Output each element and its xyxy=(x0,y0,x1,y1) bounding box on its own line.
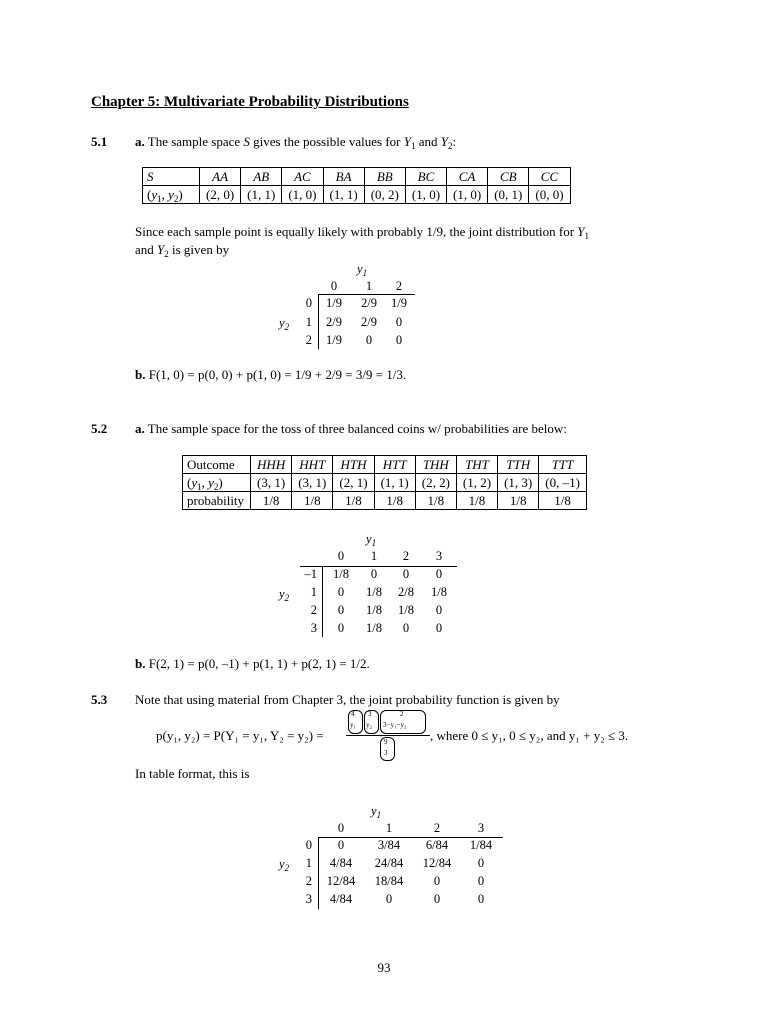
table-cell: 1/8 xyxy=(251,492,292,510)
table-cell: 1/8 xyxy=(292,492,333,510)
col-header: 2 xyxy=(433,821,441,835)
table-row xyxy=(143,186,571,204)
table-cell: (1, 0) xyxy=(405,186,446,204)
matrix-cell: 2/9 xyxy=(361,296,377,310)
matrix-cell: 2/9 xyxy=(361,315,377,329)
table-cell: THT xyxy=(456,456,497,474)
matrix-cell: 2/9 xyxy=(326,315,342,329)
col-header: 3 xyxy=(435,549,443,563)
row-header: 1 xyxy=(305,315,312,329)
problem-5-1-part-a-intro: a. The sample space S gives the possible values for $Y_1$ and $Y_2$: xyxy=(135,134,457,151)
matrix-cell: 1/84 xyxy=(469,838,493,852)
table-cell: 1/8 xyxy=(333,492,374,510)
matrix-cell: 24/84 xyxy=(374,856,404,870)
matrix-cell: 2/8 xyxy=(398,585,414,599)
matrix-cell: 1/9 xyxy=(326,296,342,310)
table-cell: (1, 2) xyxy=(456,474,497,492)
table-cell: (2, 1) xyxy=(333,474,374,492)
problem-number-5-3: 5.3 xyxy=(91,692,108,707)
matrix-cell: 0 xyxy=(477,874,485,888)
table-row xyxy=(143,168,571,186)
matrix-cell: 0 xyxy=(365,333,373,347)
y1-axis-label: $y_1$ xyxy=(366,532,377,548)
problem-5-2-part-a-intro: a. The sample space for the toss of three balanced coins w/ probabilities are below: xyxy=(135,421,567,436)
y1-axis-label: $y_1$ xyxy=(371,804,382,820)
table-cell: HTH xyxy=(333,456,374,474)
table-cell: probability xyxy=(183,492,251,510)
matrix-cell: 1/8 xyxy=(366,621,382,635)
col-header: 0 xyxy=(330,279,338,293)
row-header: 2 xyxy=(305,333,312,347)
table-cell: (1, 0) xyxy=(282,186,323,204)
sample-space-table-5-1 xyxy=(142,167,571,204)
matrix-cell: 1/9 xyxy=(391,296,407,310)
col-header: 1 xyxy=(385,821,393,835)
matrix-cell: 0 xyxy=(433,874,441,888)
table-cell: (0, 1) xyxy=(488,186,529,204)
table-cell: TTH xyxy=(498,456,539,474)
col-header: 1 xyxy=(370,549,378,563)
table-cell: (0, –1) xyxy=(539,474,587,492)
matrix-cell: 18/84 xyxy=(374,874,404,888)
table-cell: CA xyxy=(447,168,488,186)
y2-axis-label: $y_2$ xyxy=(279,587,290,603)
table-cell: Outcome xyxy=(183,456,251,474)
row-header: 3 xyxy=(310,621,317,635)
matrix-cell: 0 xyxy=(402,567,410,581)
page-number: 93 xyxy=(377,960,391,975)
table-cell: (0, 0) xyxy=(529,186,570,204)
row-header: 1 xyxy=(310,585,317,599)
table-cell: (1, 1) xyxy=(374,474,415,492)
table-cell: (2, 2) xyxy=(415,474,456,492)
matrix-cell: 0 xyxy=(370,567,378,581)
table-cell: BA xyxy=(323,168,364,186)
table-cell: S xyxy=(143,168,200,186)
matrix-cell: 0 xyxy=(477,892,485,906)
table-cell: (1, 1) xyxy=(241,186,282,204)
matrix-cell: 0 xyxy=(385,892,393,906)
paragraph-5-1-line-1: Since each sample point is equally likely with probably 1/9, the joint distribution for $Y_1$ xyxy=(135,224,590,241)
problem-number-5-1: 5.1 xyxy=(91,134,108,149)
table-cell: AB xyxy=(241,168,282,186)
matrix-cell: 0 xyxy=(433,892,441,906)
problem-5-3-intro: Note that using material from Chapter 3, the joint probability function is given by xyxy=(135,692,560,707)
matrix-cell: 0 xyxy=(395,333,403,347)
table-cell: BC xyxy=(405,168,446,186)
table-cell: ($y_1$, $y_2$) xyxy=(183,474,251,492)
problem-5-1-part-b: b. F(1, 0) = p(0, 0) + p(1, 0) = 1/9 + 2/9 = 3/9 = 1/3. xyxy=(135,367,407,382)
matrix-cell: 0 xyxy=(435,567,443,581)
table-row xyxy=(183,492,587,510)
problem-5-2-part-b: b. F(2, 1) = p(0, –1) + p(1, 1) + p(2, 1) = 1/2. xyxy=(135,656,370,671)
table-cell: HHT xyxy=(292,456,333,474)
table-cell: CC xyxy=(529,168,570,186)
table-cell: (1, 3) xyxy=(498,474,539,492)
col-header: 0 xyxy=(337,549,345,563)
table-cell: 1/8 xyxy=(456,492,497,510)
matrix-cell: 0 xyxy=(337,838,345,852)
y2-axis-label: $y_2$ xyxy=(279,857,290,873)
matrix-cell: 1/8 xyxy=(431,585,447,599)
row-header: 0 xyxy=(305,296,312,310)
y2-axis-label: $y_2$ xyxy=(279,316,290,332)
matrix-cell: 6/84 xyxy=(425,838,449,852)
matrix-cell: 1/9 xyxy=(326,333,342,347)
row-header: 3 xyxy=(305,892,312,906)
table-cell: HHH xyxy=(251,456,292,474)
table-cell: (3, 1) xyxy=(251,474,292,492)
row-header: 1 xyxy=(305,856,312,870)
matrix-cell: 4/84 xyxy=(329,892,353,906)
matrix-cell: 0 xyxy=(402,621,410,635)
row-header: 2 xyxy=(310,603,317,617)
joint-probability-formula-lhs: p(y₁, y₂) = P(Y₁ = y₁, Y₂ = y₂) = xyxy=(156,728,324,743)
matrix-cell: 0 xyxy=(435,621,443,635)
y1-axis-label: $y_1$ xyxy=(357,262,368,278)
table-format-intro: In table format, this is xyxy=(135,766,250,781)
table-row xyxy=(183,474,587,492)
table-cell: (1, 1) xyxy=(323,186,364,204)
col-header: 2 xyxy=(402,549,410,563)
matrix-cell: 1/8 xyxy=(366,603,382,617)
table-cell: HTT xyxy=(374,456,415,474)
table-cell: (2, 0) xyxy=(200,186,241,204)
table-row xyxy=(183,456,587,474)
matrix-cell: 0 xyxy=(477,856,485,870)
table-cell: ($y_1$, $y_2$) xyxy=(143,186,200,204)
table-cell: AA xyxy=(200,168,241,186)
problem-number-5-2: 5.2 xyxy=(91,421,108,436)
matrix-cell: 1/8 xyxy=(398,603,414,617)
matrix-cell: 0 xyxy=(337,585,345,599)
table-cell: 1/8 xyxy=(374,492,415,510)
matrix-cell: 12/84 xyxy=(422,856,452,870)
binomial-fraction xyxy=(346,709,430,761)
joint-probability-formula-rhs: , where 0 ≤ y₁, 0 ≤ y₂, and y₁ + y₂ ≤ 3. xyxy=(430,728,629,743)
matrix-cell: 0 xyxy=(395,315,403,329)
col-header: 0 xyxy=(337,821,345,835)
table-cell: CB xyxy=(488,168,529,186)
table-cell: (0, 2) xyxy=(364,186,405,204)
table-cell: 1/8 xyxy=(539,492,587,510)
row-header: 0 xyxy=(305,838,312,852)
table-cell: (1, 0) xyxy=(447,186,488,204)
matrix-cell: 0 xyxy=(337,621,345,635)
matrix-cell: 3/84 xyxy=(377,838,401,852)
col-header: 3 xyxy=(477,821,485,835)
col-header: 1 xyxy=(365,279,373,293)
matrix-cell: 4/84 xyxy=(329,856,353,870)
row-header: –1 xyxy=(304,567,317,581)
matrix-cell: 1/8 xyxy=(366,585,382,599)
matrix-cell: 1/8 xyxy=(333,567,349,581)
table-cell: (3, 1) xyxy=(292,474,333,492)
matrix-cell: 12/84 xyxy=(326,874,356,888)
row-header: 2 xyxy=(305,874,312,888)
matrix-cell: 0 xyxy=(337,603,345,617)
numerator: 4 y₁ 3 y₂ 2 3−y₁−y₂ xyxy=(346,709,430,733)
outcome-table-5-2 xyxy=(182,455,587,510)
table-cell: TTT xyxy=(539,456,587,474)
table-cell: 1/8 xyxy=(498,492,539,510)
matrix-cell: 0 xyxy=(435,603,443,617)
denominator: 9 3 xyxy=(380,737,395,761)
table-cell: 1/8 xyxy=(415,492,456,510)
table-cell: AC xyxy=(282,168,323,186)
chapter-title: Chapter 5: Multivariate Probability Distributions xyxy=(91,94,409,110)
col-header: 2 xyxy=(395,279,403,293)
paragraph-5-1-line-2: and $Y_2$ is given by xyxy=(135,242,230,259)
table-cell: THH xyxy=(415,456,456,474)
table-cell: BB xyxy=(364,168,405,186)
